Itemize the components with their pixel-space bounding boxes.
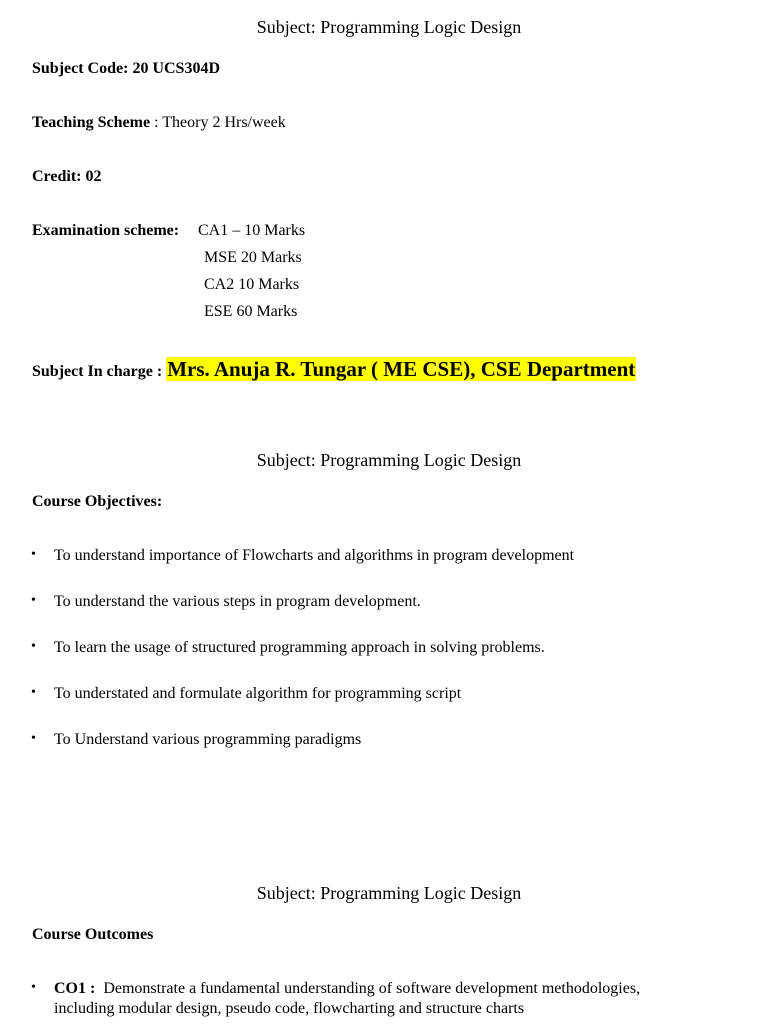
incharge-name-highlight: Mrs. Anuja R. Tungar ( ME CSE), CSE Department [167, 357, 636, 381]
bullet-icon: • [31, 685, 36, 700]
outcome-co1-line2: including modular design, pseudo code, flowcharting and structure charts [54, 1000, 525, 1017]
course-outcomes-heading: Course Outcomes [32, 926, 154, 943]
subject-incharge [32, 356, 636, 385]
co1-text-line1: Demonstrate a fundamental understanding of software development methodologies, [103, 980, 641, 997]
teaching-scheme [32, 113, 286, 133]
exam-item-mse: MSE 20 Marks [204, 249, 302, 266]
credit: Credit: 02 [32, 168, 102, 185]
objective-item-2: To understand the various steps in program development. [54, 593, 421, 610]
objective-item-1: To understand importance of Flowcharts and algorithms in program development [54, 547, 575, 564]
exam-item-ese: ESE 60 Marks [204, 303, 298, 320]
bullet-icon: • [31, 639, 36, 654]
bullet-icon: • [31, 593, 36, 608]
bullet-icon: • [31, 980, 36, 995]
exam-item-ca2: CA2 10 Marks [204, 276, 300, 293]
subject-code: Subject Code: 20 UCS304D [32, 60, 220, 77]
co1-label: CO1 : [54, 980, 96, 997]
exam-item-ca1: CA1 – 10 Marks [198, 222, 306, 239]
teaching-scheme-label: Teaching Scheme [32, 114, 151, 131]
incharge-label: Subject In charge : [32, 363, 167, 380]
teaching-scheme-value: : Theory 2 Hrs/week [150, 114, 286, 131]
exam-scheme-label: Examination scheme: [32, 222, 180, 239]
course-objectives-heading: Course Objectives: [32, 493, 163, 510]
objective-item-5: To Understand various programming paradigms [54, 731, 362, 748]
page-title-2: Subject: Programming Logic Design [256, 450, 522, 470]
page-title-1: Subject: Programming Logic Design [256, 17, 522, 37]
objective-item-4: To understated and formulate algorithm for programming script [54, 685, 462, 702]
bullet-icon: • [31, 731, 36, 746]
page-title-3: Subject: Programming Logic Design [256, 883, 522, 903]
outcome-co1-line1 [54, 979, 640, 999]
objective-item-3: To learn the usage of structured programming approach in solving problems. [54, 639, 545, 656]
bullet-icon: • [31, 547, 36, 562]
